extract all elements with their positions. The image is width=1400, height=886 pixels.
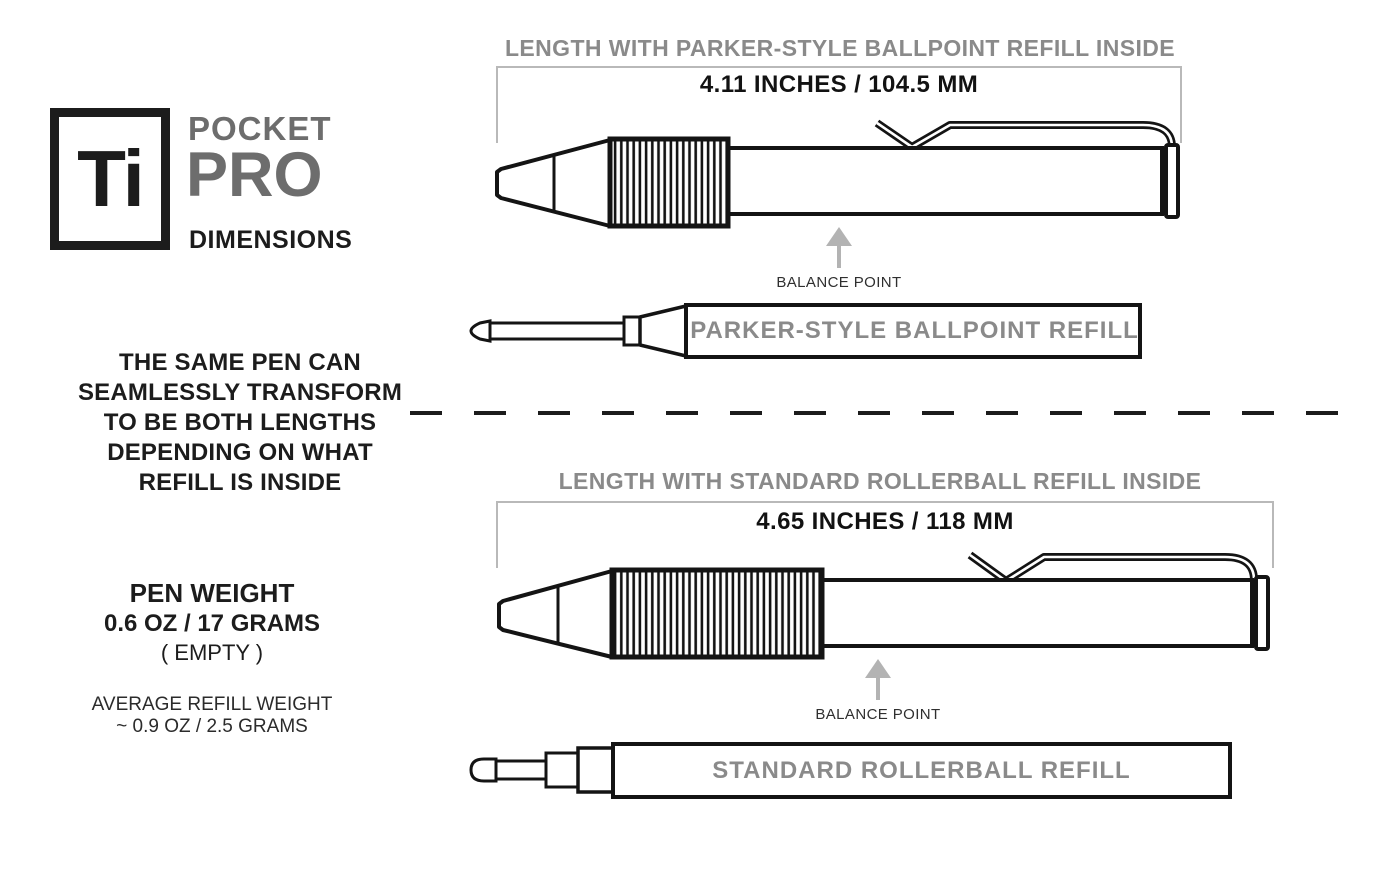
- measurement-rollerball: 4.65 INCHES / 118 MM: [756, 508, 1014, 535]
- brand-word-pro: PRO: [186, 140, 323, 210]
- balance-arrow-stem: [876, 678, 880, 700]
- refill-tube: [490, 323, 624, 339]
- refill-weight-value: ~ 0.9 OZ / 2.5 GRAMS: [116, 716, 308, 737]
- refill-label-ballpoint: PARKER-STYLE BALLPOINT REFILL: [690, 317, 1139, 344]
- pen-barrel: [728, 148, 1162, 214]
- pen-barrel: [822, 580, 1252, 646]
- pen-illustration-ballpoint: [488, 112, 1188, 237]
- refill-step: [546, 753, 578, 787]
- section-rollerball-header: LENGTH WITH STANDARD ROLLERBALL REFILL INSIDE: [558, 468, 1202, 494]
- tagline: [30, 348, 450, 498]
- tagline-line: DEPENDING ON WHAT: [107, 439, 373, 466]
- brand-word-pocket: POCKET: [188, 110, 332, 147]
- balance-arrow-icon: [865, 659, 891, 678]
- brand-word-dimensions: DIMENSIONS: [189, 226, 353, 254]
- refill-tube: [496, 761, 546, 779]
- refill-label-rollerball: STANDARD ROLLERBALL REFILL: [712, 757, 1131, 784]
- pen-weight-value: 0.6 OZ / 17 GRAMS: [103, 610, 321, 637]
- pen-end-cap: [1256, 577, 1268, 649]
- pen-knurled-grip: [612, 570, 822, 657]
- refill-taper: [640, 306, 686, 356]
- dashed-divider: [410, 411, 1362, 415]
- refill-collar: [624, 317, 640, 345]
- refill-tip: [471, 321, 490, 341]
- pen-weight-title: PEN WEIGHT: [129, 578, 295, 608]
- ti-logo-mark: Ti: [77, 134, 143, 223]
- section-ballpoint-header: LENGTH WITH PARKER-STYLE BALLPOINT REFILL INSIDE: [504, 35, 1175, 61]
- refill-weight-label: AVERAGE REFILL WEIGHT: [91, 694, 333, 715]
- balance-arrow-icon: [826, 227, 852, 246]
- tagline-line: THE SAME PEN CAN: [119, 349, 361, 376]
- balance-point-label: BALANCE POINT: [776, 274, 902, 291]
- balance-point-marker-ballpoint: [759, 227, 919, 291]
- brand-logo-box: [50, 108, 170, 250]
- pen-weight-note: ( EMPTY ): [160, 640, 264, 665]
- measurement-ballpoint: 4.11 INCHES / 104.5 MM: [699, 71, 979, 98]
- tagline-line: SEAMLESSLY TRANSFORM: [77, 379, 403, 406]
- pen-illustration-rollerball: [488, 543, 1283, 668]
- pen-knurled-grip: [610, 139, 728, 226]
- refill-step: [578, 748, 613, 792]
- pen-tip-cone: [499, 571, 612, 657]
- tagline-line: TO BE BOTH LENGTHS: [103, 409, 377, 436]
- pen-end-cap: [1166, 145, 1178, 217]
- tagline-line: REFILL IS INSIDE: [138, 469, 342, 496]
- balance-point-marker-rollerball: [798, 659, 958, 723]
- balance-arrow-stem: [837, 246, 841, 268]
- refill-tip: [471, 759, 496, 781]
- balance-point-label: BALANCE POINT: [815, 706, 941, 723]
